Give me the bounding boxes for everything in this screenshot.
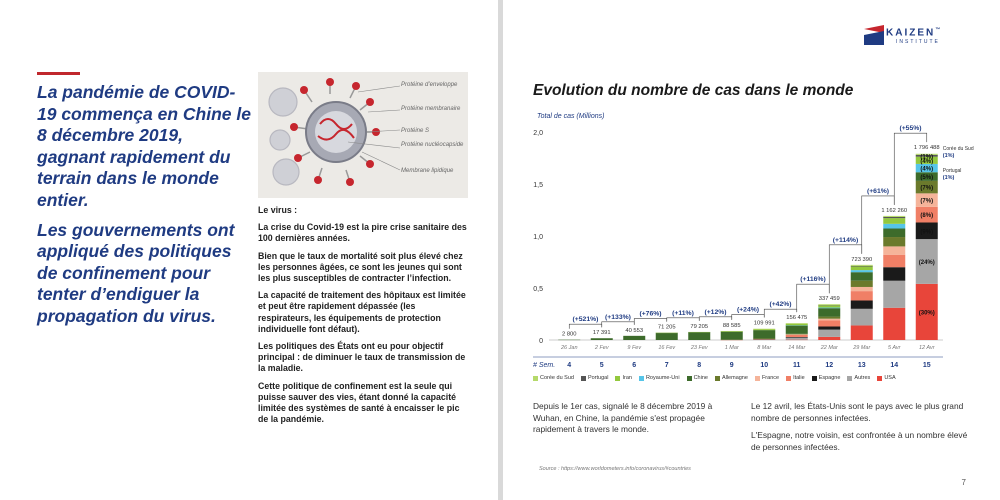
- bar-segment: [851, 281, 873, 287]
- legend-label: USA: [884, 375, 896, 381]
- legend-item: [533, 375, 574, 381]
- total-label: 88 585: [722, 322, 741, 329]
- segment-label: (8%): [920, 213, 934, 220]
- segment-label: (9%): [920, 229, 934, 236]
- bar-segment: [883, 246, 905, 254]
- bar-segment: [851, 287, 873, 291]
- week-label: 15: [922, 362, 931, 369]
- legend-label: Espagne: [818, 375, 841, 381]
- legend-swatch: [786, 376, 791, 381]
- virus-text: [258, 205, 468, 431]
- growth-label: (+42%): [769, 301, 792, 309]
- x-tick-label: 29 Mar: [853, 345, 871, 351]
- x-tick-label: 22 Mar: [820, 345, 838, 351]
- segment-label: (1%): [920, 154, 934, 161]
- text-paragraph: La capacité de traitement des hôpitaux est limitée et peut être rapidement dépassée (les respirateurs, les équipements de protection individuelle font défaut).: [258, 290, 466, 334]
- legend-swatch: [812, 376, 817, 381]
- week-label: 8: [697, 362, 702, 369]
- legend-item: [687, 375, 708, 381]
- text-paragraph: Cette politique de confinement est la seule qui puisse sauver des vies, étant donné la capacité limitée des systèmes de santé à encaisser le pic de la pandémie.: [258, 380, 460, 425]
- x-tick-label: 26 Jan: [560, 345, 578, 351]
- x-tick-label: 14 Mar: [788, 345, 806, 351]
- total-label: 2 800: [561, 331, 577, 338]
- x-tick-label: 12 Avr: [918, 345, 935, 351]
- growth-label: (+114%): [832, 236, 859, 244]
- bar-segment: [818, 308, 840, 316]
- bar-segment: [786, 334, 808, 335]
- x-tick-label: 1 Mar: [724, 345, 739, 351]
- legend-item: [639, 375, 680, 381]
- bar-segment: [818, 330, 840, 337]
- bar-segment: [883, 308, 905, 340]
- bar-segment: [818, 319, 840, 321]
- bar-segment: [591, 338, 613, 340]
- virus-label: Membrane lipidique: [401, 168, 454, 174]
- headline-paragraph: Les gouvernements ont appliqué des politiques de confinement pour tenter d’endiguer la propagation du virus.: [37, 219, 235, 326]
- bar-segment: [851, 291, 873, 300]
- headline-paragraph: La pandémie de COVID-19 commença en Chine le 8 décembre 2019, gagnant rapidement du terrain dans le monde entier.: [37, 82, 251, 210]
- legend-label: France: [761, 375, 780, 381]
- y-tick-label: 1,5: [533, 182, 543, 189]
- week-label: 13: [857, 362, 866, 369]
- week-label: 12: [825, 362, 834, 369]
- x-tick-label: 9 Fev: [627, 345, 642, 351]
- text-paragraph: Bien que le taux de mortalité soit plus élevé chez les personnes âgées, ce sont les jeunes qui sont les plus susceptibles de contracter l’infection.: [258, 250, 463, 284]
- total-label: 723 390: [851, 256, 873, 263]
- legend-label: Autres: [854, 375, 871, 381]
- virus-label: Protéine d’enveloppe: [401, 82, 458, 88]
- legend-label: Corée du Sud: [540, 375, 574, 381]
- bar-segment: [786, 334, 808, 335]
- bar-segment: [851, 265, 873, 266]
- segment-label: (5%): [920, 175, 934, 182]
- page-number: 7: [961, 478, 966, 487]
- growth-label: (+133%): [605, 313, 631, 321]
- bottom-left-paragraph: Depuis le 1er cas, signalé le 8 décembre 2019 à Wuhan, en Chine, la pandémie s'est propagée rapidement à travers le monde.: [533, 401, 713, 434]
- bar-segment: [753, 329, 775, 330]
- chart-title: Evolution du nombre de cas dans le monde: [533, 82, 854, 99]
- bar-segment: [786, 325, 808, 333]
- text-heading: Le virus :: [258, 205, 298, 215]
- virus-label: Protéine nucléocapside: [401, 142, 464, 148]
- legend-item: [615, 375, 631, 381]
- bar-segment: [883, 237, 905, 246]
- legend-label: Portugal: [587, 375, 609, 381]
- total-label: 17 391: [592, 330, 611, 337]
- left-page: [0, 0, 498, 500]
- total-label: 337 459: [818, 296, 840, 303]
- growth-bracket: [569, 324, 602, 329]
- logo-tm: ™: [935, 27, 943, 33]
- bar-segment: [851, 325, 873, 340]
- y-tick-label: 0: [539, 338, 543, 345]
- growth-bracket: [667, 318, 700, 322]
- side-label: Corée du Sud: [942, 146, 974, 152]
- week-label: 7: [664, 362, 669, 369]
- bottom-left-text: [533, 401, 733, 442]
- legend-swatch: [639, 376, 644, 381]
- bar-segment: [883, 255, 905, 267]
- bar-segment: [818, 320, 840, 326]
- logo-name-text: KAIZEN: [886, 27, 936, 39]
- bar-segment: [818, 305, 840, 307]
- bar-segment: [818, 317, 840, 319]
- bottom-right-paragraph: L'Espagne, notre voisin, est confrontée à un nombre élevé de personnes infectées.: [751, 430, 968, 452]
- bar-segment: [851, 266, 873, 267]
- x-tick-label: 5 Avr: [887, 345, 901, 351]
- bar-segment: [786, 338, 808, 340]
- week-label: 11: [793, 362, 801, 369]
- bar-segment: [786, 335, 808, 337]
- legend-item: [812, 375, 841, 381]
- bar-segment: [851, 266, 873, 270]
- accent-bar: [37, 72, 80, 75]
- growth-label: (+24%): [736, 306, 760, 314]
- growth-bracket: [732, 315, 765, 320]
- legend-item: [581, 375, 609, 381]
- x-tick-label: 2 Fev: [594, 345, 609, 351]
- bar-segment: [721, 331, 743, 339]
- bar-segment: [883, 216, 905, 217]
- growth-bracket: [602, 322, 635, 327]
- segment-label: (4%): [920, 158, 934, 165]
- bar-segment: [883, 281, 905, 308]
- bottom-right-paragraph: Le 12 avril, les États-Unis sont le pays avec le plus grand nombre de personnes infectées.: [751, 401, 964, 423]
- bar-segment: [786, 323, 808, 324]
- virus-label: Protéine S: [401, 128, 430, 134]
- total-label: 1 162 260: [881, 207, 908, 214]
- week-label: 14: [890, 362, 899, 369]
- bar-segment: [656, 333, 678, 340]
- x-tick-label: 23 Fev: [690, 345, 708, 351]
- growth-label: (+11%): [672, 309, 694, 317]
- bar-segment: [883, 224, 905, 229]
- logo-sub: INSTITUTE: [896, 39, 940, 45]
- cases-chart: [503, 0, 1000, 375]
- segment-label: (4%): [920, 166, 934, 173]
- legend-swatch: [581, 376, 586, 381]
- virus-illustration: [258, 72, 468, 198]
- bar-segment: [818, 326, 840, 329]
- week-label: 4: [567, 362, 572, 369]
- total-label: 156 475: [786, 315, 808, 322]
- legend-label: Chine: [693, 375, 708, 381]
- chart-legend: [533, 375, 896, 381]
- bar-segment: [753, 330, 775, 338]
- legend-label: Iran: [622, 375, 632, 381]
- y-tick-label: 0,5: [533, 286, 543, 293]
- total-label: 79 205: [690, 323, 709, 330]
- virus-icon: [258, 72, 468, 198]
- legend-swatch: [847, 376, 852, 381]
- growth-label: (+12%): [704, 308, 727, 316]
- legend-swatch: [755, 376, 760, 381]
- segment-label: (24%): [918, 259, 935, 266]
- week-axis-label: # Sem.: [533, 362, 556, 369]
- legend-item: [715, 375, 748, 381]
- bar-segment: [883, 218, 905, 224]
- week-label: 9: [729, 362, 734, 369]
- bar-segment: [851, 300, 873, 308]
- total-label: 40 553: [625, 327, 644, 334]
- x-tick-label: 16 Fev: [658, 345, 676, 351]
- bar-segment: [883, 229, 905, 238]
- legend-label: Italie: [793, 375, 805, 381]
- total-label: 1 796 488: [913, 145, 940, 152]
- bar-segment: [883, 267, 905, 281]
- bar-segment: [883, 217, 905, 218]
- growth-bracket: [699, 317, 732, 321]
- total-label: 71 205: [657, 324, 676, 331]
- growth-label: (+521%): [572, 316, 599, 324]
- legend-item: [847, 375, 870, 381]
- legend-label: Allemagne: [721, 375, 748, 381]
- bar-segment: [688, 332, 710, 340]
- text-paragraph: Les politiques des États ont eu pour objectif principal : de diminuer le taux de transmission de la maladie.: [258, 341, 466, 374]
- legend-swatch: [615, 376, 620, 381]
- growth-label: (+116%): [800, 276, 826, 284]
- segment-label: (30%): [918, 310, 935, 317]
- x-tick-label: 8 Mar: [757, 345, 772, 351]
- legend-item: [755, 375, 779, 381]
- bar-segment: [753, 329, 775, 330]
- bar-segment: [851, 272, 873, 281]
- bar-segment: [818, 308, 840, 309]
- bar-segment: [851, 270, 873, 272]
- bar-segment: [623, 336, 645, 340]
- bar-segment: [851, 309, 873, 326]
- legend-item: [786, 375, 805, 381]
- legend-swatch: [715, 376, 720, 381]
- side-label-pct: (1%): [942, 175, 955, 181]
- right-page: [503, 0, 1000, 500]
- week-label: 10: [760, 362, 769, 369]
- week-label: 6: [632, 362, 637, 369]
- growth-label: (+61%): [866, 187, 890, 195]
- bar-segment: [818, 337, 840, 340]
- y-tick-label: 1,0: [533, 234, 543, 241]
- legend-item: [877, 375, 895, 381]
- bottom-right-text: [751, 401, 971, 459]
- text-paragraph: La crise du Covid-19 est la pire crise sanitaire des 100 dernières années.: [258, 222, 467, 244]
- total-label: 109 991: [753, 320, 775, 327]
- growth-label: (+55%): [899, 125, 922, 133]
- segment-label: (7%): [920, 185, 934, 192]
- legend-swatch: [533, 376, 538, 381]
- headline: [37, 82, 252, 336]
- legend-label: Royaume-Uni: [645, 375, 680, 381]
- bar-segment: [786, 337, 808, 338]
- side-label: Portugal: [942, 168, 962, 174]
- week-label: 5: [599, 362, 604, 369]
- segment-label: (7%): [920, 198, 934, 205]
- growth-label: (+76%): [639, 310, 662, 318]
- bar-segment: [786, 324, 808, 325]
- virus-label: Protéine membranaire: [401, 106, 461, 112]
- bar-segment: [818, 304, 840, 305]
- y-axis-label: Total de cas (Millions): [537, 113, 605, 120]
- y-tick-label: 2,0: [533, 130, 543, 137]
- source-note: Source : https://www.worldometers.info/coronavirus/#countries: [539, 466, 691, 472]
- legend-swatch: [877, 376, 882, 381]
- side-label-pct: (1%): [942, 153, 955, 159]
- legend-swatch: [687, 376, 692, 381]
